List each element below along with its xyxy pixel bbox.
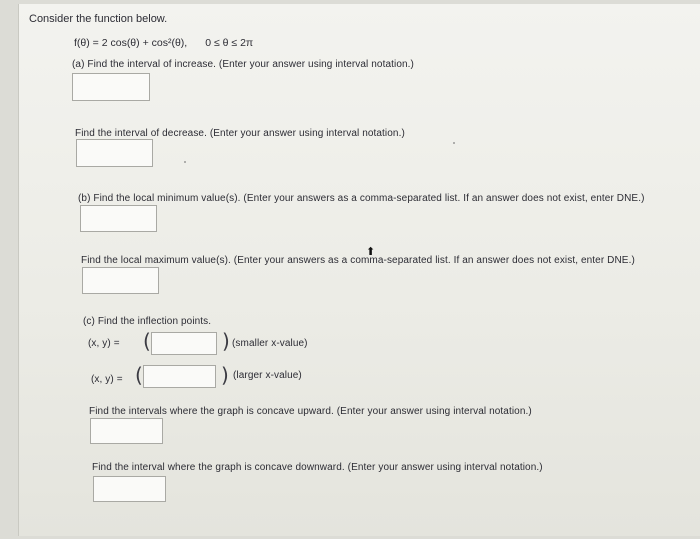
stray-dot bbox=[453, 142, 455, 144]
intro-text: Consider the function below. bbox=[29, 13, 168, 25]
smaller-x-note: (smaller x-value) bbox=[232, 338, 308, 349]
open-paren-1: ( bbox=[143, 329, 151, 353]
concave-up-prompt: Find the intervals where the graph is concave upward. (Enter your answer using interval notation.) bbox=[89, 406, 532, 417]
xy-label-2: (x, y) = bbox=[91, 374, 123, 385]
xy-label-1: (x, y) = bbox=[88, 338, 120, 349]
local-min-prompt: (b) Find the local minimum value(s). (Enter your answers as a comma-separated list. If an answer does not exist, enter DNE.) bbox=[78, 193, 645, 204]
local-min-answer-input[interactable] bbox=[80, 205, 157, 232]
increase-answer-input[interactable] bbox=[72, 73, 150, 101]
inflection-larger-input[interactable] bbox=[143, 365, 216, 388]
concave-down-prompt: Find the interval where the graph is concave downward. (Enter your answer using interval notation.) bbox=[92, 462, 543, 473]
function-definition bbox=[74, 37, 253, 49]
close-paren-1: ) bbox=[222, 329, 230, 353]
decrease-prompt: Find the interval of decrease. (Enter your answer using interval notation.) bbox=[75, 128, 405, 139]
function-domain: 0 ≤ θ ≤ 2π bbox=[205, 37, 254, 49]
concave-up-answer-input[interactable] bbox=[90, 418, 163, 444]
open-paren-2: ( bbox=[135, 363, 143, 387]
stray-dot bbox=[184, 161, 186, 163]
concave-down-answer-input[interactable] bbox=[93, 476, 166, 502]
larger-x-note: (larger x-value) bbox=[233, 370, 302, 381]
local-max-prompt: Find the local maximum value(s). (Enter your answers as a comma-separated list. If an answer does not exist, enter DNE.) bbox=[81, 255, 635, 266]
local-max-answer-input[interactable] bbox=[82, 267, 159, 294]
decrease-answer-input[interactable] bbox=[76, 139, 153, 167]
inflection-title: (c) Find the inflection points. bbox=[83, 316, 212, 327]
function-expression: f(θ) = 2 cos(θ) + cos²(θ), bbox=[74, 37, 188, 49]
inflection-smaller-input[interactable] bbox=[151, 332, 217, 355]
mouse-cursor-icon: ⬆ bbox=[366, 246, 376, 258]
close-paren-2: ) bbox=[221, 363, 229, 387]
increase-prompt: (a) Find the interval of increase. (Enter your answer using interval notation.) bbox=[72, 59, 414, 70]
question-page bbox=[18, 4, 700, 536]
